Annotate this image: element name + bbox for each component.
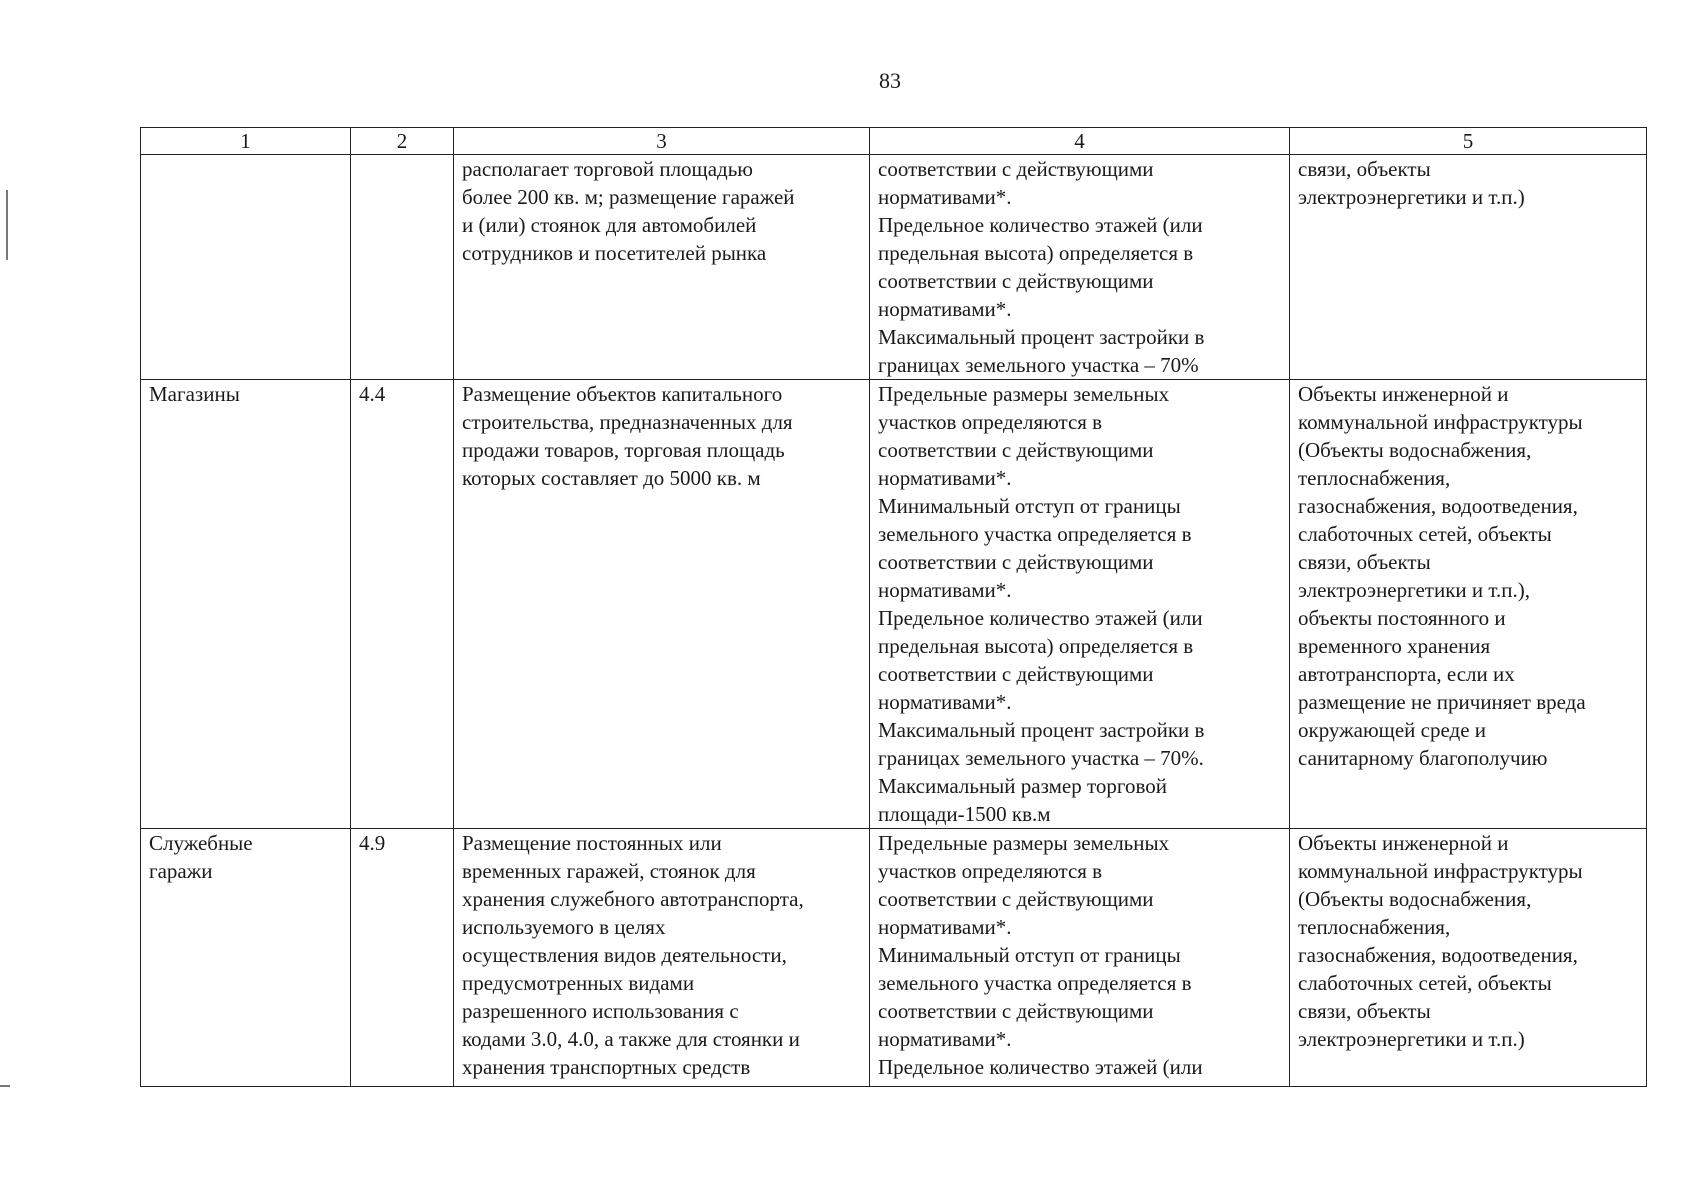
text-line: сотрудников и посетителей рынка: [462, 241, 767, 265]
text-line: соответствии с действующими: [878, 999, 1154, 1023]
text-line: Размещение постоянных или: [462, 831, 722, 855]
text-line: газоснабжения, водоотведения,: [1298, 494, 1578, 518]
text-line: теплоснабжения,: [1298, 466, 1451, 490]
parameters-cell: [870, 829, 1290, 1087]
text-line: Предельное количество этажей (или: [878, 1055, 1203, 1079]
text-line: нормативами*.: [878, 185, 1012, 209]
text-line: и (или) стоянок для автомобилей: [462, 213, 757, 237]
text-line: хранения служебного автотранспорта,: [462, 887, 804, 911]
text-line: земельного участка определяется в: [878, 522, 1192, 546]
text-line: Предельные размеры земельных: [878, 831, 1170, 855]
scan-margin-mark: [0, 1085, 10, 1087]
auxiliary-cell: [1290, 380, 1647, 829]
text-line: хранения транспортных средств: [462, 1055, 751, 1079]
text-line: продажи товаров, торговая площадь: [462, 438, 785, 462]
text-line: Размещение объектов капитального: [462, 382, 783, 406]
text-line: теплоснабжения,: [1298, 915, 1451, 939]
text-line: соответствии с действующими: [878, 269, 1154, 293]
text-line: размещение не причиняет вреда: [1298, 690, 1586, 714]
text-line: Предельное количество этажей (или: [878, 606, 1203, 630]
text-line: Максимальный процент застройки в: [878, 325, 1205, 349]
text-line: нормативами*.: [878, 466, 1012, 490]
text-line: располагает торговой площадью: [462, 157, 753, 181]
text-line: санитарному благополучию: [1298, 746, 1548, 770]
auxiliary-cell: [1290, 829, 1647, 1087]
column-header-5: 5: [1290, 128, 1647, 155]
text-line: окружающей среде и: [1298, 718, 1487, 742]
text-line: нормативами*.: [878, 1027, 1012, 1051]
description-cell: [454, 380, 870, 829]
text-line: соответствии с действующими: [878, 550, 1154, 574]
column-header-2: 2: [351, 128, 454, 155]
text-line: (Объекты водоснабжения,: [1298, 438, 1532, 462]
description-cell: [454, 829, 870, 1087]
text-line: нормативами*.: [878, 578, 1012, 602]
text-line: кодами 3.0, 4.0, а также для стоянки и: [462, 1027, 800, 1051]
text-line: более 200 кв. м; размещение гаражей: [462, 185, 795, 209]
column-header-3: 3: [454, 128, 870, 155]
use-code-cell: [351, 155, 454, 380]
auxiliary-cell: [1290, 155, 1647, 380]
text-line: электроэнергетики и т.п.): [1298, 1027, 1525, 1051]
text-line: площади-1500 кв.м: [878, 802, 1051, 826]
text-line: временного хранения: [1298, 634, 1491, 658]
text-line: участков определяются в: [878, 859, 1103, 883]
text-line: нормативами*.: [878, 690, 1012, 714]
parameters-cell: [870, 155, 1290, 380]
text-line: Минимальный отступ от границы: [878, 943, 1181, 967]
text-line: Максимальный процент застройки в: [878, 718, 1205, 742]
table-row: [141, 380, 1647, 829]
text-line: Максимальный размер торговой: [878, 774, 1167, 798]
column-header-4: 4: [870, 128, 1290, 155]
page-number: 83: [879, 68, 901, 93]
use-code-cell: 4.9: [351, 829, 454, 1087]
text-line: Служебные: [149, 831, 253, 855]
description-cell: [454, 155, 870, 380]
text-line: Предельные размеры земельных: [878, 382, 1170, 406]
table-row: [141, 829, 1647, 1087]
text-line: гаражи: [149, 859, 213, 883]
text-line: разрешенного использования с: [462, 999, 739, 1023]
text-line: слаботочных сетей, объекты: [1298, 522, 1552, 546]
table-row: [141, 155, 1647, 380]
use-name-cell: Магазины: [141, 380, 351, 829]
column-header-1: 1: [141, 128, 351, 155]
text-line: предельная высота) определяется в: [878, 634, 1194, 658]
text-line: границах земельного участка – 70%.: [878, 746, 1204, 770]
text-line: газоснабжения, водоотведения,: [1298, 943, 1578, 967]
header-row: [141, 128, 1647, 155]
text-line: предусмотренных видами: [462, 971, 695, 995]
text-line: Минимальный отступ от границы: [878, 494, 1181, 518]
use-name-cell: [141, 829, 351, 1087]
text-line: используемого в целях: [462, 915, 666, 939]
text-line: связи, объекты: [1298, 157, 1431, 181]
text-line: соответствии с действующими: [878, 887, 1154, 911]
scan-margin-mark: [6, 190, 8, 260]
text-line: соответствии с действующими: [878, 438, 1154, 462]
text-line: предельная высота) определяется в: [878, 241, 1194, 265]
text-line: связи, объекты: [1298, 550, 1431, 574]
text-line: земельного участка определяется в: [878, 971, 1192, 995]
zoning-table: [140, 127, 1647, 1087]
text-line: временных гаражей, стоянок для: [462, 859, 756, 883]
parameters-cell: [870, 380, 1290, 829]
text-line: коммунальной инфраструктуры: [1298, 410, 1583, 434]
text-line: границах земельного участка – 70%: [878, 353, 1199, 377]
text-line: коммунальной инфраструктуры: [1298, 859, 1583, 883]
text-line: электроэнергетики и т.п.),: [1298, 578, 1530, 602]
text-line: осуществления видов деятельности,: [462, 943, 787, 967]
text-line: нормативами*.: [878, 297, 1012, 321]
text-line: Объекты инженерной и: [1298, 831, 1509, 855]
use-name-cell: [141, 155, 351, 380]
text-line: Объекты инженерной и: [1298, 382, 1509, 406]
text-line: (Объекты водоснабжения,: [1298, 887, 1532, 911]
text-line: связи, объекты: [1298, 999, 1431, 1023]
text-line: строительства, предназначенных для: [462, 410, 793, 434]
text-line: электроэнергетики и т.п.): [1298, 185, 1525, 209]
text-line: автотранспорта, если их: [1298, 662, 1515, 686]
text-line: слаботочных сетей, объекты: [1298, 971, 1552, 995]
text-line: участков определяются в: [878, 410, 1103, 434]
text-line: соответствии с действующими: [878, 662, 1154, 686]
text-line: Предельное количество этажей (или: [878, 213, 1203, 237]
text-line: которых составляет до 5000 кв. м: [462, 466, 761, 490]
text-line: соответствии с действующими: [878, 157, 1154, 181]
text-line: объекты постоянного и: [1298, 606, 1506, 630]
use-code-cell: 4.4: [351, 380, 454, 829]
text-line: нормативами*.: [878, 915, 1012, 939]
